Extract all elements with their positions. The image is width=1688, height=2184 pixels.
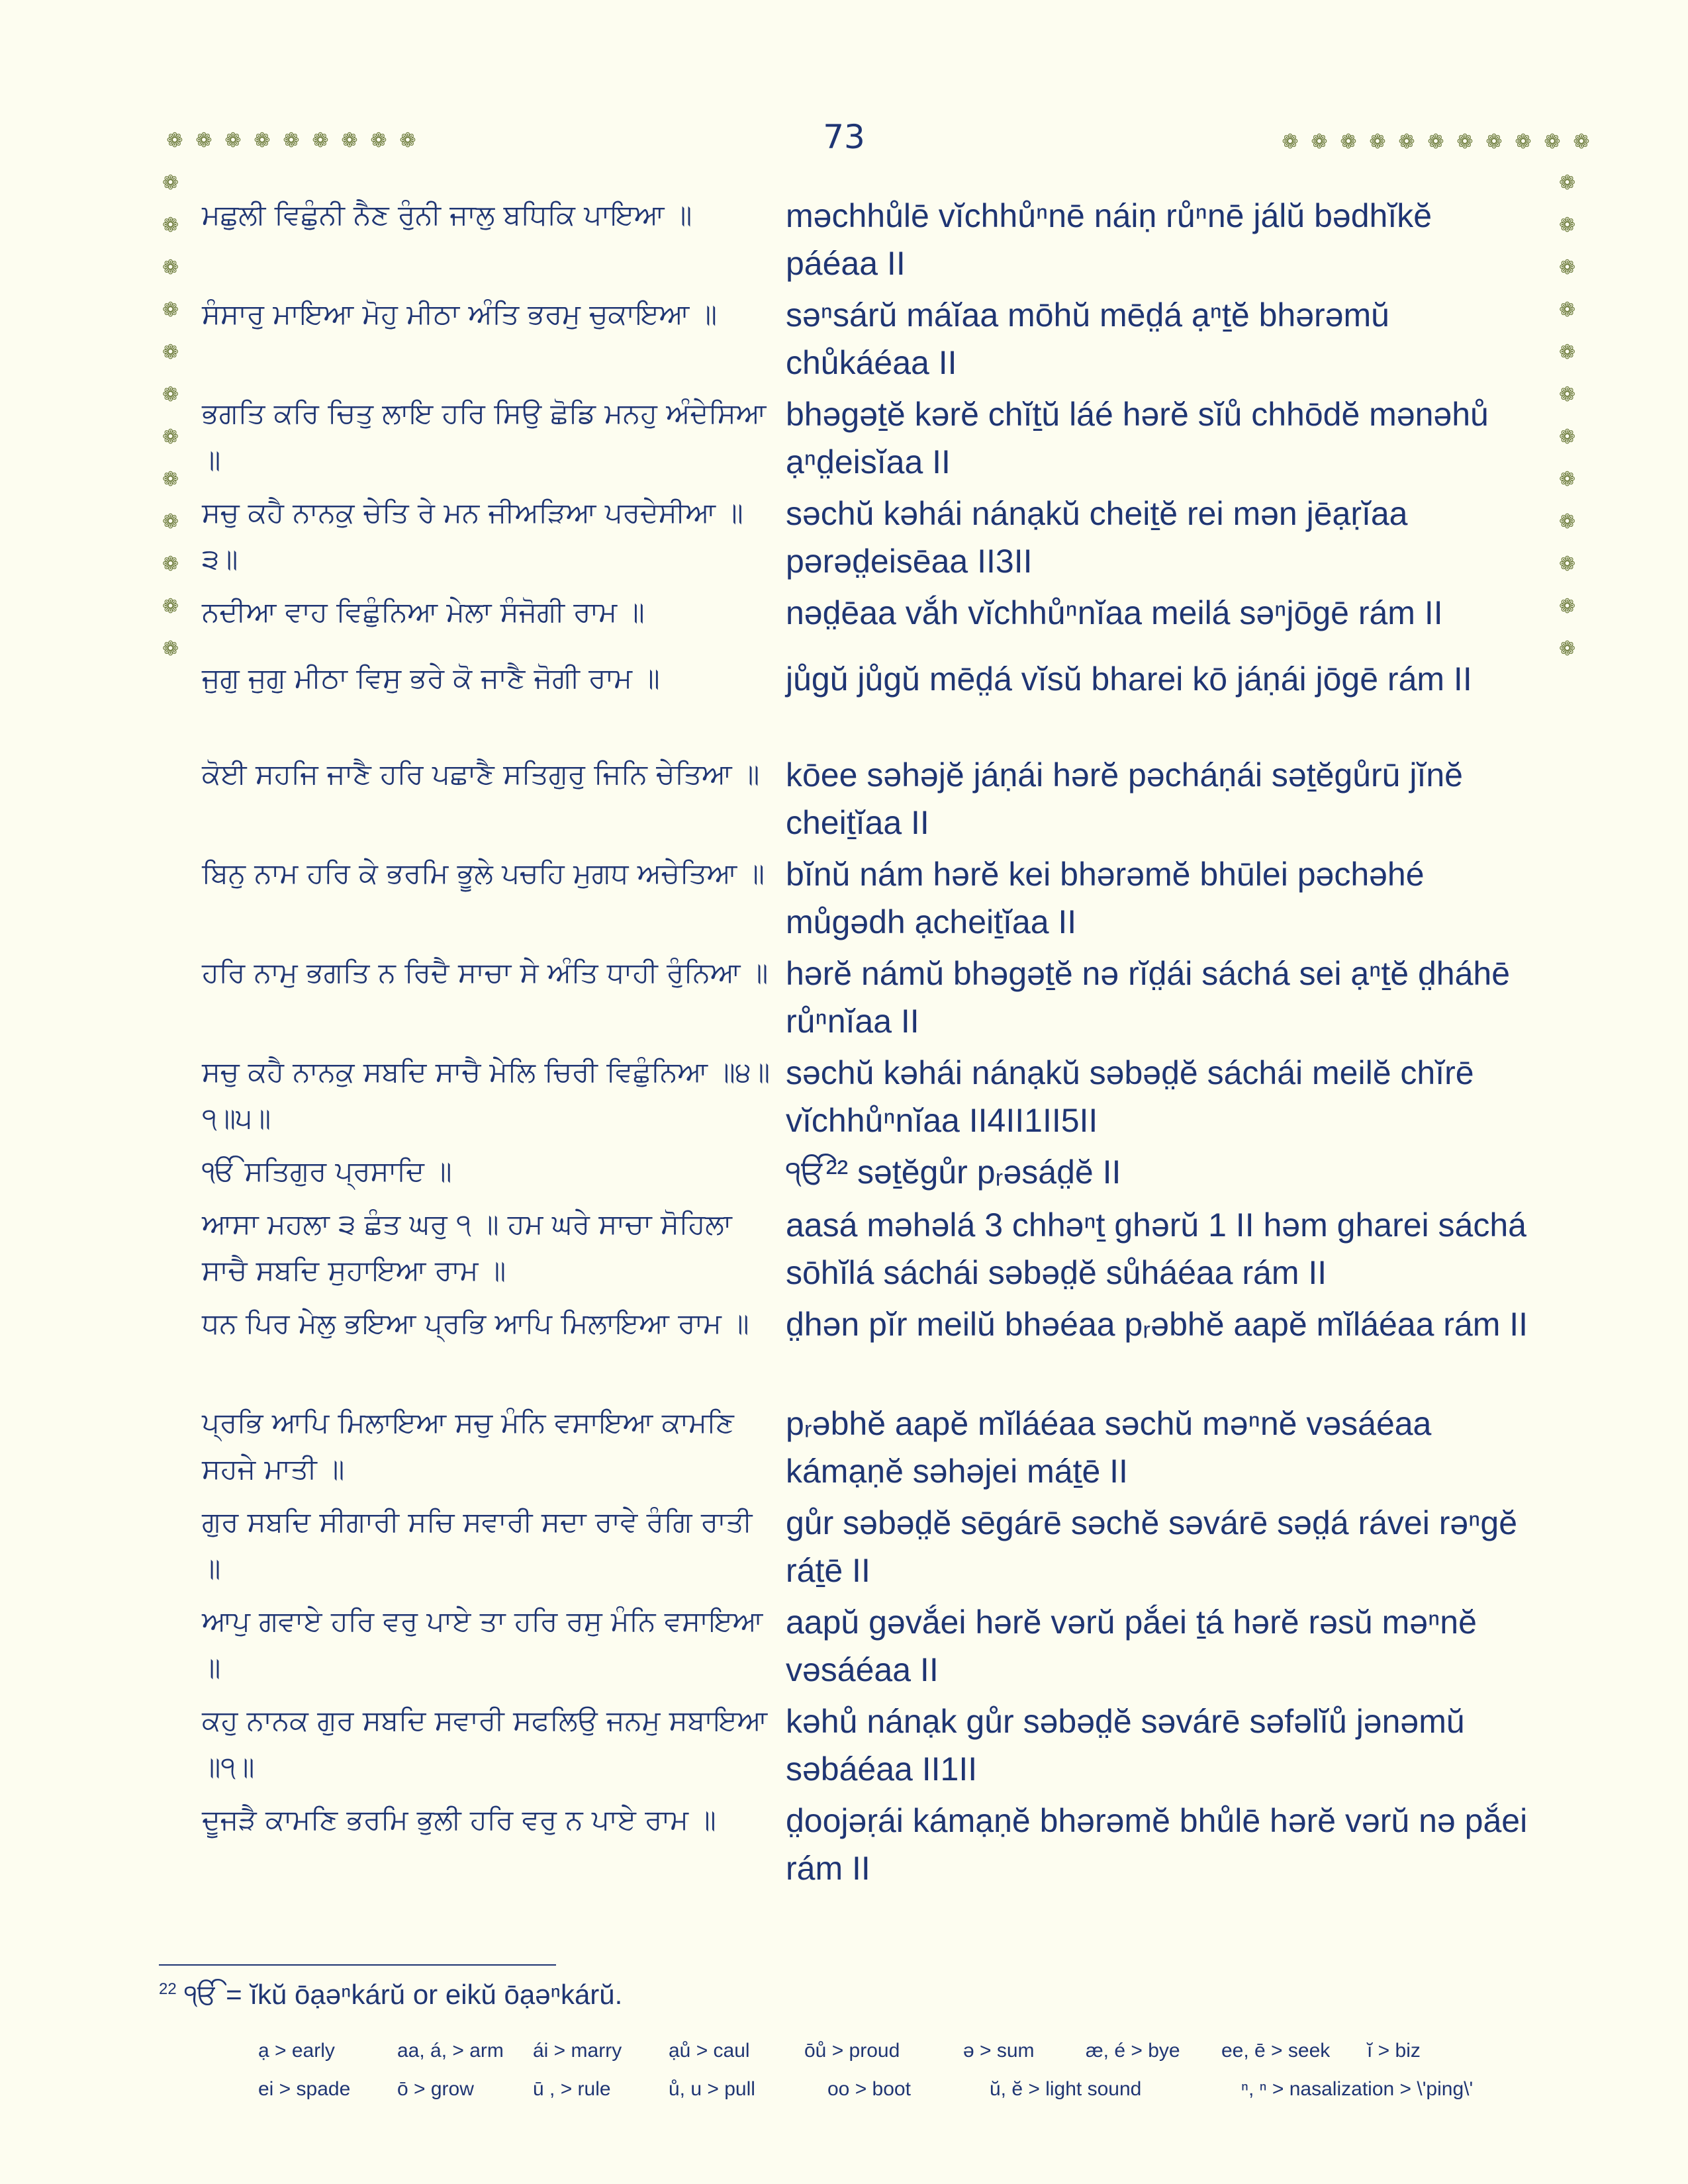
footnote (159, 1979, 1549, 2011)
verse-row (202, 589, 1539, 655)
page-number: 73 (823, 118, 865, 156)
transliteration-line: jůgŭ jůgŭ mēd̤á vĭsŭ bharei kō jáṇái jōgē rám II (786, 660, 1472, 698)
transliteration-line: aapŭ gəvắei hərĕ vərŭ pắei ṯá hərĕ rəsŭ məⁿnĕ vəsáéaa II (786, 1604, 1477, 1688)
flower-icon: ❁ (1573, 130, 1590, 154)
flower-icon: ❁ (399, 129, 416, 152)
flower-icon: ❁ (162, 214, 179, 237)
verse-row (202, 1797, 1539, 1896)
flower-icon: ❁ (1559, 426, 1576, 449)
footnote-text: ੴ = ĭkŭ ōạəⁿkárŭ or eikŭ ōạəⁿkárŭ. (184, 1979, 623, 2010)
verse-row (202, 1698, 1539, 1797)
flower-icon: ❁ (1282, 130, 1299, 154)
flower-icon: ❁ (162, 341, 179, 364)
transliteration-line: nəd̤ēaa vắh vĭchhůⁿnĭaa meilá səⁿjōgē rám II (786, 594, 1443, 631)
key-entry: ŭ, ĕ > light sound (990, 2078, 1142, 2100)
key-entry: ei > spade (258, 2078, 351, 2100)
key-entry: ə > sum (963, 2040, 1035, 2062)
gurmukhi-line: ਕਹੁ ਨਾਨਕ ਗੁਰ ਸਬਦਿ ਸਵਾਰੀ ਸਫਲਿਉ ਜਨਮੁ ਸਬਾਇਆ ॥੧॥ (202, 1704, 768, 1783)
gurmukhi-line: ਸੰਸਾਰੁ ਮਾਇਆ ਮੋਹੁ ਮੀਠਾ ਅੰਤਿ ਭਰਮੁ ਚੁਕਾਇਆ ॥ (202, 298, 718, 330)
gurmukhi-line: ਆਸਾ ਮਹਲਾ ੩ ਛੰਤ ਘਰੁ ੧ ॥ ਹਮ ਘਰੇ ਸਾਚਾ ਸੋਹਿਲਾ ਸਾਚੈ ਸਬਦਿ ਸੁਹਾਇਆ ਰਾਮ ॥ (202, 1208, 732, 1287)
ornament-row-top-right (1278, 132, 1594, 152)
verse-row (202, 1300, 1539, 1400)
gurmukhi-line: ਨਦੀਆ ਵਾਹ ਵਿਛੁੰਨਿਆ ਮੇਲਾ ਸੰਜੋਗੀ ਰਾਮ ॥ (202, 596, 645, 628)
key-entry: ái > marry (533, 2040, 622, 2062)
ornament-column-right (1559, 173, 1575, 682)
gurmukhi-line: ਮਛੁਲੀ ਵਿਛੁੰਨੀ ਨੈਣ ਰੁੰਨੀ ਜਾਲੁ ਬਧਿਕਿ ਪਾਇਆ ॥ (202, 199, 692, 231)
transliteration-line: məchhůlē vĭchhůⁿnē náiṇ růⁿnē jálŭ bədhĭkĕ páéaa II (786, 197, 1432, 282)
flower-icon: ❁ (312, 129, 329, 152)
transliteration-line: gůr səbəd̤ĕ sēgárē səchĕ səvárē səd̤á rávei rəⁿgĕ ráṯē II (786, 1504, 1518, 1589)
gurmukhi-line: ਆਪੁ ਗਵਾਏ ਹਰਿ ਵਰੁ ਪਾਏ ਤਾ ਹਰਿ ਰਸੁ ਮੰਨਿ ਵਸਾਇਆ ॥ (202, 1605, 763, 1684)
flower-icon: ❁ (162, 595, 179, 618)
key-entry: ⁿ, ⁿ > nasalization > \'ping\' (1241, 2078, 1474, 2100)
gurmukhi-line: ੴ ਸਤਿਗੁਰ ਪ੍ਰਸਾਦਿ ॥ (202, 1155, 452, 1187)
flower-icon: ❁ (162, 298, 179, 322)
key-entry: ō > grow (397, 2078, 474, 2100)
transliteration-line: ੴ²² səṯĕgůr pᵣəsád̤ĕ II (786, 1154, 1121, 1191)
key-entry: æ, é > bye (1086, 2040, 1180, 2062)
gurmukhi-line: ਦੂਜੜੈ ਕਾਮਣਿ ਭਰਮਿ ਭੁਲੀ ਹਰਿ ਵਰੁ ਨ ਪਾਏ ਰਾਮ ॥ (202, 1803, 716, 1836)
flower-icon: ❁ (1559, 595, 1576, 618)
flower-icon: ❁ (1544, 130, 1561, 154)
transliteration-line: kəhů nánạk gůr səbəd̤ĕ səvárē səfəlĭů jənəmŭ səbáéaa II1II (786, 1703, 1465, 1788)
flower-icon: ❁ (162, 171, 179, 195)
flower-icon: ❁ (1398, 130, 1415, 154)
gurmukhi-line: ਧਨ ਪਿਰ ਮੇਲੁ ਭਇਆ ਪ੍ਰਭਿ ਆਪਿ ਮਿਲਾਇਆ ਰਾਮ ॥ (202, 1307, 749, 1340)
transliteration-line: pᵣəbhĕ aapĕ mĭláéaa səchŭ məⁿnĕ vəsáéaa kámạṇĕ səhəjei máṯē II (786, 1405, 1432, 1490)
verse-row (202, 291, 1539, 390)
key-entry: oo > boot (827, 2078, 911, 2100)
flower-icon: ❁ (1559, 214, 1576, 237)
verse-row (202, 1201, 1539, 1300)
gurmukhi-line: ਜੁਗੁ ਜੁਗੁ ਮੀਠਾ ਵਿਸੁ ਭਰੇ ਕੋ ਜਾਣੈ ਜੋਗੀ ਰਾਮ ॥ (202, 662, 660, 694)
ornament-column-left (162, 173, 179, 682)
transliteration-line: d̤hən pĭr meilŭ bhəéaa pᵣəbhĕ aapĕ mĭláéaa rám II (786, 1306, 1528, 1343)
flower-icon: ❁ (195, 129, 212, 152)
flower-icon: ❁ (1559, 298, 1576, 322)
key-entry: ạ > early (258, 2040, 335, 2062)
flower-icon: ❁ (162, 256, 179, 279)
flower-icon: ❁ (1311, 130, 1328, 154)
gurmukhi-line: ਹਰਿ ਨਾਮੁ ਭਗਤਿ ਨ ਰਿਦੈ ਸਾਚਾ ਸੇ ਅੰਤਿ ਧਾਹੀ ਰੁੰਨਿਆ ॥ (202, 956, 769, 989)
gurmukhi-line: ਭਗਤਿ ਕਰਿ ਚਿਤੁ ਲਾਇ ਹਰਿ ਸਿਉ ਛੋਡਿ ਮਨਹੁ ਅੰਦੇਸਿਆ ॥ (202, 397, 767, 476)
key-entry: ĭ > biz (1367, 2040, 1421, 2062)
verse-row (202, 950, 1539, 1049)
verse-table (202, 192, 1539, 1896)
verse-row (202, 1400, 1539, 1499)
flower-icon: ❁ (224, 129, 242, 152)
key-entry: ů, u > pull (669, 2078, 755, 2100)
flower-icon: ❁ (1559, 637, 1576, 660)
gurmukhi-line: ਪ੍ਰਭਿ ਆਪਿ ਮਿਲਾਇਆ ਸਚੁ ਮੰਨਿ ਵਸਾਇਆ ਕਾਮਣਿ ਸਹਜੇ ਮਾਤੀ ॥ (202, 1406, 734, 1485)
transliteration-line: bhəgəṯĕ kərĕ chĭṯŭ láé hərĕ sĭů chhōdĕ mənəhů ạⁿd̤eisĭaa II (786, 396, 1489, 480)
verse-row (202, 1499, 1539, 1598)
gurmukhi-line: ਕੋਈ ਸਹਜਿ ਜਾਣੈ ਹਰਿ ਪਛਾਣੈ ਸਤਿਗੁਰੁ ਜਿਨਿ ਚੇਤਿਆ ॥ (202, 758, 760, 790)
transliteration-line: səⁿsárŭ máĭaa mōhŭ mēd̤á ạⁿṯĕ bhərəmŭ chůkáéaa II (786, 296, 1389, 381)
gurmukhi-line: ਸਚੁ ਕਹੈ ਨਾਨਕੁ ਚੇਤਿ ਰੇ ਮਨ ਜੀਅੜਿਆ ਪਰਦੇਸੀਆ ॥੩॥ (202, 496, 743, 575)
verse-row (202, 1148, 1539, 1201)
key-entry: ū , > rule (533, 2078, 611, 2100)
flower-icon: ❁ (370, 129, 387, 152)
flower-icon: ❁ (1559, 383, 1576, 406)
key-entry: aa, á, > arm (397, 2040, 504, 2062)
verse-row (202, 192, 1539, 291)
transliteration-line: hərĕ námŭ bhəgəṯĕ nə rĭd̤ái sáchá sei ạⁿṯĕ d̤háhē růⁿnĭaa II (786, 955, 1511, 1040)
pronunciation-key (258, 2032, 1549, 2109)
transliteration-line: bĭnŭ nám hərĕ kei bhərəmĕ bhūlei pəchəhé můgədh ạcheiṯĭaa II (786, 856, 1425, 940)
verse-row (202, 1598, 1539, 1698)
flower-icon: ❁ (1456, 130, 1474, 154)
gurmukhi-line: ਸਚੁ ਕਹੈ ਨਾਨਕੁ ਸਬਦਿ ਸਾਚੈ ਮੇਲਿ ਚਿਰੀ ਵਿਛੁੰਨਿਆ ॥੪॥੧॥੫॥ (202, 1056, 771, 1134)
flower-icon: ❁ (1485, 130, 1503, 154)
flower-icon: ❁ (1559, 468, 1576, 491)
flower-icon: ❁ (1559, 553, 1576, 576)
verse-row (202, 850, 1539, 950)
flower-icon: ❁ (1559, 341, 1576, 364)
transliteration-line: d̤oojəṛái kámạṇĕ bhərəmĕ bhůlē hərĕ vərŭ nə pắei rám II (786, 1802, 1528, 1887)
flower-icon: ❁ (166, 129, 183, 152)
verse-row (202, 390, 1539, 490)
pronunciation-key-row (258, 2032, 1549, 2070)
verse-row (202, 751, 1539, 850)
key-entry: ee, ē > seek (1221, 2040, 1331, 2062)
flower-icon: ❁ (1559, 256, 1576, 279)
key-entry: ōů > proud (804, 2040, 900, 2062)
flower-icon: ❁ (283, 129, 300, 152)
flower-icon: ❁ (254, 129, 271, 152)
gurmukhi-line: ਬਿਨੁ ਨਾਮ ਹਰਿ ਕੇ ਭਰਮਿ ਭੂਲੇ ਪਚਹਿ ਮੁਗਧ ਅਚੇਤਿਆ ॥ (202, 857, 765, 889)
flower-icon: ❁ (341, 129, 358, 152)
flower-icon: ❁ (162, 426, 179, 449)
pronunciation-key-row (258, 2070, 1549, 2109)
gurmukhi-line: ਗੁਰ ਸਬਦਿ ਸੀਗਾਰੀ ਸਚਿ ਸਵਾਰੀ ਸਦਾ ਰਾਵੇ ਰੰਗਿ ਰਾਤੀ ॥ (202, 1506, 753, 1584)
flower-icon: ❁ (1369, 130, 1386, 154)
verse-row (202, 655, 1539, 751)
flower-icon: ❁ (162, 383, 179, 406)
footnote-divider (159, 1964, 556, 1966)
flower-icon: ❁ (162, 510, 179, 533)
verse-row (202, 490, 1539, 589)
flower-icon: ❁ (1559, 510, 1576, 533)
flower-icon: ❁ (162, 468, 179, 491)
transliteration-line: səchŭ kəhái nánạkŭ cheiṯĕ rei mən jēạṛĭaa pərəd̤eisēaa II3II (786, 495, 1408, 580)
ornament-row-top-left (162, 131, 420, 151)
verse-row (202, 1049, 1539, 1148)
key-entry: ạů > caul (669, 2040, 750, 2062)
flower-icon: ❁ (1515, 130, 1532, 154)
flower-icon: ❁ (1427, 130, 1444, 154)
flower-icon: ❁ (162, 637, 179, 660)
transliteration-line: kōee səhəjĕ jáṇái hərĕ pəcháṇái səṯĕgůrū jĭnĕ cheiṯĭaa II (786, 756, 1463, 841)
flower-icon: ❁ (1559, 171, 1576, 195)
transliteration-line: aasá məhəlá 3 chhəⁿṯ ghərŭ 1 II həm gharei sáchá sōhĭlá sáchái səbəd̤ĕ sůháéaa rám II (786, 1206, 1526, 1291)
transliteration-line: səchŭ kəhái nánạkŭ səbəd̤ĕ sáchái meilĕ chĭrē vĭchhůⁿnĭaa II4II1II5II (786, 1054, 1474, 1139)
flower-icon: ❁ (162, 553, 179, 576)
footnote-marker: 22 (159, 1980, 177, 1998)
flower-icon: ❁ (1340, 130, 1357, 154)
